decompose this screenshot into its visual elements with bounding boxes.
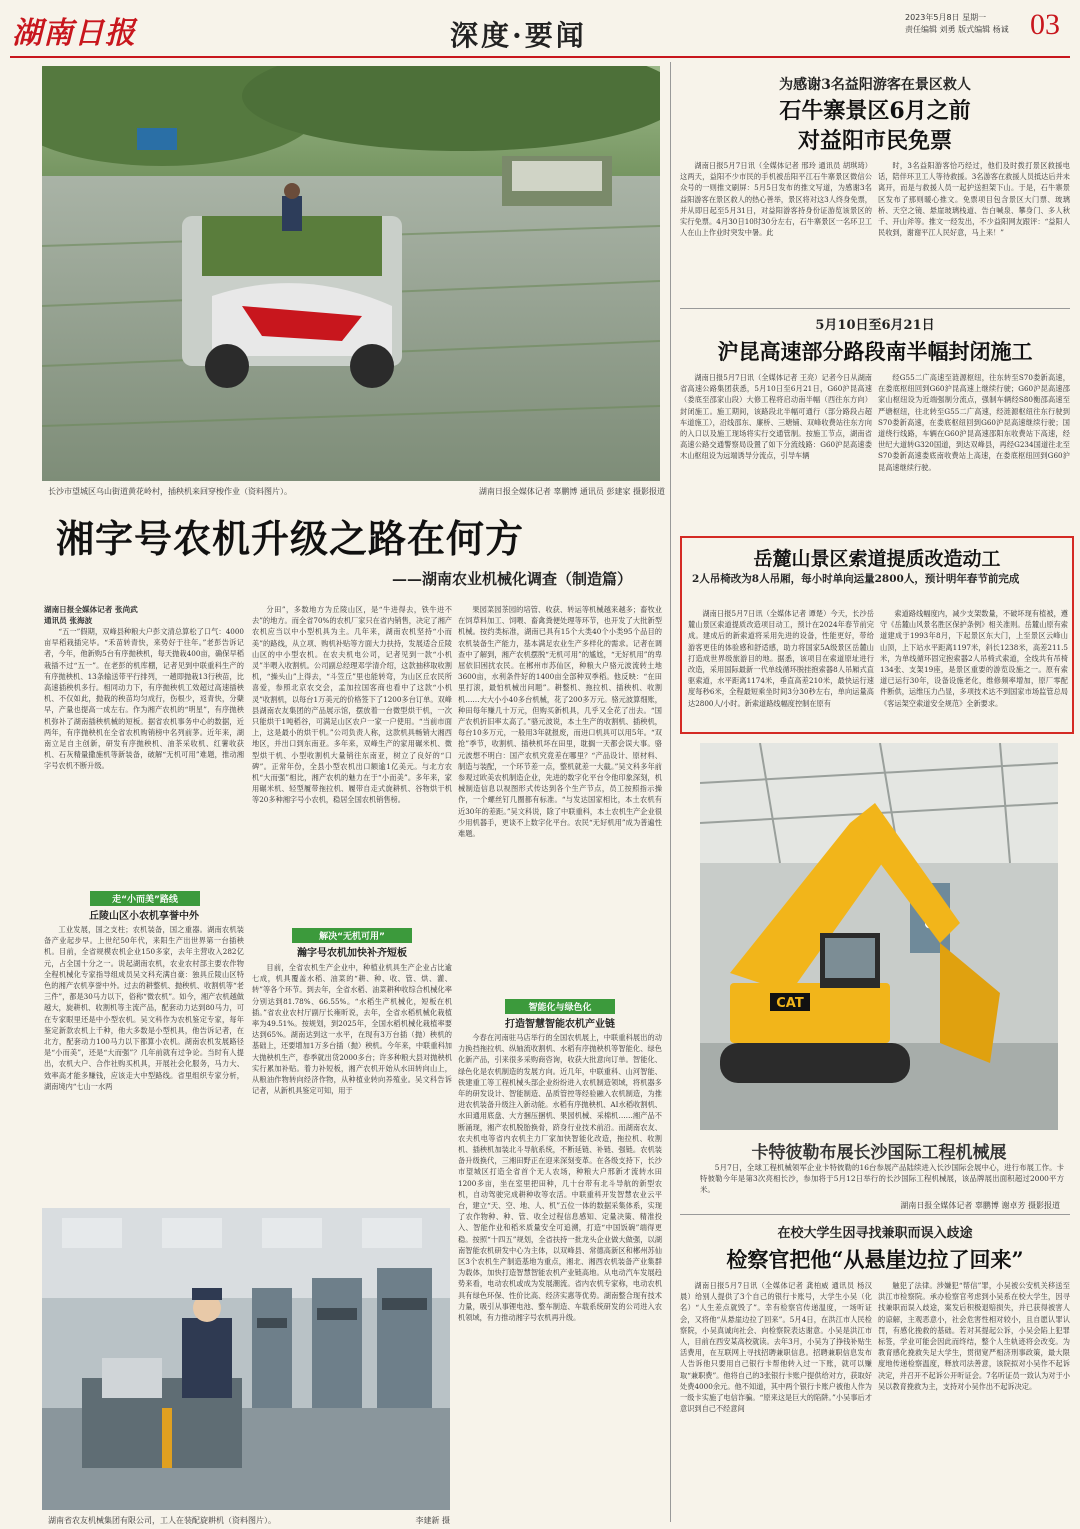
rice-transplanter-photo (42, 66, 660, 481)
story1-headline: 石牛寨景区6月之前 对益阳市民免票 (779, 98, 971, 154)
story1-column-2 (878, 160, 1070, 306)
cat-excavator-photo (700, 743, 1058, 1130)
story2-kicker: 5月10日至6月21日 (815, 318, 935, 333)
story4-caption-text: 5月7日，全球工程机械领军企业卡特彼勒的16台参展产品陆续进入长沙国际会展中心，进行布展工作。卡特彼勒今年是第3次亮相长沙，参加将于5月12日举行的长沙国际工程机械展，该品牌展出面积超过2000平方米。 (700, 1163, 1064, 1195)
story3-col2-text: 索道路线幅度内，减少支架数量，不破坏现有植被，遵守《岳麓山风景名胜区保护条例》相关准则。岳麓山原有索道建成于1993年8月，下起景区东大门，上至景区云峰山山顶，上下站水平距离1197米，斜长1238米，高差211.5米，为单线循环固定抱索器2人吊椅式索道，全线共有吊椅134张、支架19座，是景区重要的游览设施之一。原有索道已运行30年，设备设施老化，维修频率增加，原厂零配件断供，运维压力凸显，多项技术达不到国家市场监管总局《客运架空索道安全规范》全新要求。 (880, 609, 1068, 708)
story4-credit: 湖南日报全媒体记者 辜鹏博 谢卓芳 摄影报道 (900, 1201, 1060, 1210)
story2-col2-text: 经G55二广高速至涟源枢纽，往东转至S70娄新高速，在娄底枢纽回到G60沪昆高速上继续行驶；G60沪昆高速邵家山枢纽设为近端强制分流点，强制车辆经S80衡邵高速至严塘枢纽，往北转至G55二广高速，经涟源枢纽往东行驶到S70娄新高速，在娄底枢纽回到G60沪昆高速继续行驶；国道绕行线路，车辆在G60沪昆高速邵阳东收费站下高速，经世纪大道转G320国道，到达双峰县，再经G234国道往北至S70娄新高速娄底南收费站上高速，在娄底枢纽回到G60沪昆高速继续行驶。 (878, 373, 1070, 472)
story5-column-2 (878, 1280, 1070, 1520)
lead-col3-banner: 智能化与绿色化 (505, 999, 615, 1014)
story4-caption (700, 1162, 1064, 1198)
page-number: 03 (1030, 8, 1060, 41)
story3-subtitle: 2人吊椅改为8人吊厢，每小时单向运量2800人，预计明年春节前完成 (692, 573, 1020, 585)
story1-col2-text: 时，3名益阳游客恰巧经过，他们及时拨打景区救援电话，陪伴环卫工人等待救援。3名游客在救援人员抵达后并未离开，而是与救援人员一起护送担架下山。于是，石牛寨景区发布了那则暖心推文。免票项目包含景区大门票、玻璃桥、天空之镜、悬崖玻璃栈道、告白喊泉、攀身门、多人秋千、开山斧等。推文一经发出，不少益阳网友跟评：“益阳人民收到，谢谢平江人民好意，马上来！” (878, 161, 1070, 238)
lead-column-2b (252, 962, 452, 1202)
story2-column-2 (878, 372, 1070, 520)
lead-column-1b (44, 924, 244, 1201)
excavator-photo (700, 743, 1058, 1130)
lead-byline: 湖南日报全媒体记者 张尚武 通讯员 张海波 (44, 605, 138, 626)
story4-headline: 卡特彼勒布展长沙国际工程机械展 (751, 1143, 1007, 1163)
story5-col1-text: 湖南日报5月7日讯（全媒体记者 龚柏威 通讯员 杨汉晨）给别人提供了3个自己的银行卡账号，大学生小吴（化名）“人生差点就毁了”。幸有检察官传递温度，一场听证会，又将他“从悬崖边拉了回来”。5月4日，在洪江市人民检察院，小吴真诚向社会、向检察院表达谢意。小吴是洪江市人，目前在西安某高校就读。去年3月，小吴为了挣钱补贴生活费用，在互联网上寻找招聘兼职信息。招聘兼职信息发布人告诉他只要用自己银行卡帮他转入过一下账，就可以赚取“兼职费”。他将自己的3张银行卡账户提供给对方，获取好处费4000余元。他不知道，其中两个银行卡账户被他人作为一级卡实施了电信诈骗。“原来这是巨大的陷阱。”小吴事后才意识到自己不经意间 (680, 1281, 872, 1414)
lead-photo (42, 66, 660, 481)
section-title: 深度·要闻 (450, 19, 587, 52)
lead-column-2 (252, 604, 452, 926)
masthead-rule (10, 56, 1070, 58)
factory-photo-credit: 李建新 摄 (415, 1516, 450, 1525)
story3-column-2 (880, 608, 1068, 728)
lead-col2-banner: 解决“无机可用” (292, 928, 412, 943)
lead-photo-caption: 长沙市望城区乌山街道黄花岭村，插秧机来回穿梭作业（资料图片）。 (48, 487, 292, 496)
lead-headline: 湘字号农机升级之路在何方 (56, 516, 525, 561)
story2-col1-text: 湖南日报5月7日讯（全媒体记者 王亮）记者今日从湖南省高速公路集团获悉，5月10日至6月21日，G60沪昆高速（娄底至邵家山段）大修工程将启动南半幅（西往东方向）封闭施工。施工期间，该路段北半幅可通行（部分路段占超车道施工），沿线邵东、廉桥、三塘铺、双峰收费站往东方向的入口以及施工现场将实行交通管制。按施工节点，湖南省高速公路交通警察局设置了如下分流线路：G60沪昆高速娄木山枢纽设为远端诱导分流点，引导车辆 (680, 373, 872, 461)
story5-headline: 检察官把他“从悬崖边拉了回来” (726, 1247, 1024, 1272)
story3-headline: 岳麓山景区索道提质改造动工 (753, 548, 1001, 570)
lead-col3b-text: 今春在河南驻马店举行的全国农机展上，中联重科展出的动力换挡拖拉机、纵轴流收割机、水稻有序抛秧机等智能化、绿色化新产品，引来很多采购商咨询，收获大批意向订单。智能化、绿色化是农机制造的发展方向。近几年，中联重科、山河智能、铁建重工等工程机械头部企业纷纷进入农机制造领域，将机器多年的研发设计、智能制造、品质管控等经验融入农机制造，为推进农机装备升级注入新动能。水稻有序抛秧机、AI水稻收割机、水田通用底盘、大方捆压捆机、果园机械、采棉机……湘产品不断涌现，湘产农机脱胎换骨，跻身行业技术前沿。而湖南农友、农夫机电等省内农机主力厂家加快智能化改造，拖拉机、收割机、插秧机加装北斗导航系统，不断延链、补链、强链。农机装备升级换代，三湘田野正在迎来深刻变革。在各级支持下，长沙市望城区打造全省首个无人农场，种粮大户邢新才流转水田1200多亩，坐在室里把田种，几十台带有北斗导航的新型农机，自动驾驶完成耕种收等农活。中联重科开发智慧农业云平台，建立“天、空、地、人、机”五位一体的数据采集体系，实现了农作物种、种、管、收全过程信息感知、定量决策、精准投入、智能作业和稻米质量安全可追溯，打造“中国饭碗”端得更稳。按照“十四五”规划，全省扶持一批龙头企业做大做强，以湖南智能农机研发中心为主体，以双峰县、常德高新区和郴州苏仙区3个农机生产制造基地为重点，湘北、湘西农机装备产业集群为载体，加快打造智慧智能农机产业链高地。从电动汽车发展趋势来看，电动农机或成为发展潮流。省内农机专家称，电动农机具有绿色环保、性价比高、经济实惠等优势。湖南整合现有技术力量，吸引从事锂电池、整车制造、车载系统研发的公司进入农机领域，有力推动湘字号农机再升级。 (458, 1033, 662, 1323)
newspaper-logo: 湖南日报 (12, 16, 136, 51)
lead-col2-text: 分田”，多数地方为丘陵山区，是“牛进得去，铁牛进不去”的地方。而全省70%的农机厂家只在省内销售，决定了湘产农机应当以中小型机具为主。几年来，湖南农机坚持“小而美”的路线，从立项、购机补贴等方面大力扶持，发展适合丘陵山区的中小型农机。在农夫机电公司，记者见到一款“小机灵”半喂入收割机。公司副总经理邓学清介绍，这款抽移取收割机，“操头山”上得去，“斗笠丘”里也能转弯，为山区丘农民所喜爱，参照北京农交会，孟加拉国客商也看中了这款“小机灵”收割机，以每台1万美元的价格签下了1200多台订单。双峰县湖南农友集团的产品展示馆，摆放着一台微型烘干机，一次只能烘干1吨稻谷，可满足山区农户一家一户使用。“当前市面上，这是最小的烘干机。”公司负责人称，这款机具畅销大湘西地区，并出口到东南亚。多年来，双峰生产的家用碾米机、微型烘干机、小型收割机大量销往东南亚，树立了良好的“口碑”。正常年份，全县小型农机出口额逾1亿美元。与北方农机“大而强”相比，湘产农机的魅力在于“小而美”。多年来，家用碾米机、轻型履带拖拉机、履带自走式旋耕机、谷物烘干机等20多种湘字号小农机，稳居全国农机销售榜。 (252, 605, 452, 805)
story3-column-1 (688, 608, 874, 728)
lead-col2b-text: 目前，全省农机生产企业中，种植业机具生产企业占比逾七成，机具覆盖水稻、油菜的“耕、种、收、管、烘、灌、转”等各个环节。到去年，全省水稻、油菜耕种收综合机械化率分别达到81.78%、66.55%。“水稻生产机械化，短板在机插。”省农业农村厅副厅长雍昕说，去年，全省水稻机械化栽植率为49.51%。按规划，到2025年，全国水稻机械化栽植率要达到65%。湖南达到这一水平，在现有3万台插（抛）秧机的基础上，还要增加1万多台插（抛）秧机。今年来，中联重科加大抛秧机生产，春季就出货2000多台；许多种粮大县对抛秧机实行累加补贴。着力补短板，湘产农机开始从水田转向山上，从粮油作物转向经济作物，从种植业转向养殖业。吴文科告诉记者，从新机具鉴定可知，用于 (252, 963, 452, 1096)
lead-photo-credit: 湖南日报全媒体记者 辜鹏博 通讯员 彭建家 摄影报道 (478, 487, 665, 496)
lead-col1-subhead: 丘陵山区小农机享誉中外 (89, 911, 199, 922)
issue-date: 2023年5月8日 星期一 (905, 13, 987, 22)
story1-kicker: 为感谢3名益阳游客在景区救人 (779, 77, 971, 93)
story3-col1-text: 湖南日报5月7日讯（全媒体记者 谭楚）今天，长沙岳麓山景区索道提质改造项目动工，预计在2024年春节前完成。建成后的新索道将采用先进的设备，性能更好，带给游客更佳的体验感和舒适感，助力将国家5A级景区岳麓山打造成世界级旅游目的地。据悉，该项目在索道原址进行改造，采用国际最新一代单线循环脱挂抱索器8人吊厢式直驱索道，水平距离1174米，垂直高差210米，最快运行速度每秒6米，全程最短乘坐时间3分30秒左右，单向运量高达2800人/小时。新索道路线幅度控制在原有 (688, 609, 874, 708)
story5-column-1 (680, 1280, 872, 1520)
lead-subtitle: ——湖南农业机械化调查（制造篇） (392, 570, 633, 588)
story1-column-1 (680, 160, 872, 306)
lead-column-3b (458, 1032, 662, 1520)
lead-col1-banner: 走“小而美”路线 (90, 891, 200, 906)
story1-col1-text: 湖南日报5月7日讯（全媒体记者 邢玲 通讯员 胡琪琦）这两天，益阳不少市民的手机被岳阳平江石牛寨景区微信公众号的一则推文刷屏：5月5日发布的推文写道，为感谢3名益阳游客在景区救人的热心善举，景区将对这3人终身免票，并从即日起至5月31日，对益阳游客持身份证游览该景区的实行免票。4月30日10时30分左右，石牛寨景区一名环卫工人在山上作业时突发中暑。此 (680, 161, 872, 238)
story5-kicker: 在校大学生因寻找兼职而误入歧途 (777, 1226, 973, 1241)
lead-column-1 (44, 626, 244, 890)
lead-col2-subhead: 瀚字号农机加快补齐短板 (297, 948, 407, 959)
cat-logo-text: CAT (776, 996, 804, 1011)
story5-col2-text: 触犯了法律。涉嫌犯“帮信”罪，小吴被公安机关移送至洪江市检察院。承办检察官考虑到小吴系在校大学生，因寻找兼职而误入歧途，案发后积极退赔损失，并已获得被害人的谅解，主观恶意小，社会危害性相对较小，且自愿认罪认罚，有感化挽救的基础。若对其提起公诉，小吴会陷上犯罪标签，学业可能会因此而终结，整个人生轨迹将会改变。为教育感化挽救失足大学生，贯彻宽严相济刑事政策，最大限度地传递检察温度，释放司法善意，该院拟对小吴作不起诉决定，并召开不起诉公开听证会。7名听证员一致认为对于小吴以教育挽救为主，支持对小吴作出不起诉决定。 (878, 1281, 1070, 1391)
factory-photo (42, 1208, 450, 1510)
column-divider (670, 62, 671, 1522)
lead-col1-text: “五一”假期，双峰县种粮大户彭文清总算松了口气：4000亩早稻栽插完毕。“禾苗转青快，来势好于往年。”老彭告诉记者，今年，他新购5台有序抛秧机，每天抛栽400亩，确保早稻栽插不过“五一”。在老彭的机库棚，记者见到中联重科生产的有序抛秧机、13条输送带平行排列，一趟即抛栽13行秧苗，比高速插秧机多行。相同动力下，有序抛秧机工效超过高速插秧机、不仅如此，抛栽的秧苗均匀成行，伤根少，返青快，分蘖早，产量也提高一成左右。作为湘产农机的“明星”，有序抛秧机弥补了湖南插秧机械的短板。据省农机事务中心的数据，近两年，有序抛秧机在全省农机购销榜中名列前茅。近年来，湖南立足自主创新，研发有序抛秧机、油茶采收机、红薯收获机、石灰精量撒施机等新装备，破解“无机可用”难题，推动湘字号农机不断升级。 (44, 627, 244, 771)
editors-credit: 责任编辑 刘勇 版式编辑 杨诚 (905, 25, 1009, 34)
story4-divider (680, 1214, 1070, 1215)
date-info (905, 12, 1009, 36)
lead-col3-subhead: 打造智慧智能农机产业链 (505, 1019, 615, 1030)
factory-photo-caption: 湖南省农友机械集团有限公司，工人在装配旋耕机（资料图片）。 (48, 1516, 276, 1525)
tiller-assembly-photo (42, 1208, 450, 1510)
lead-column-3 (458, 604, 662, 999)
story2-headline: 沪昆高速部分路段南半幅封闭施工 (717, 339, 1033, 364)
story1-divider (680, 308, 1070, 309)
lead-col1b-text: 工业发展，国之支柱；农机装备，国之重器。湖南农机装备产业起步早。上世纪50年代，来阳生产出世界第一台插秧机。目前，全省规模农机企业150多家，去年主营收入282亿元，占全国十分之一。说起湖南农机，农业农村部主要农作物全程机械化专家指导组成员吴文科充满自豪：独具丘陵山区特色的湘产农机享誉中外。过去的耕整机、抛秧机、收割机等“老三件”，都是30马力以下，俗称“微农机”。如今，湘产农机越做越大，旋耕机、收割机等主流产品，配套动力达到80马力，可在专家眼里还是中小型农机。吴文科作为农机鉴定专家，每年鉴定新款农机上千种，他大多数是小型机具，他告诉记者，在北方，配套动力100马力以下都算小农机。湖南农机发展路径是“小而美”，还是“大而强”？几年前就有过争论。当时有人提出，农机大户、合作社购买机具，开展社会化服务，马力大、效率高才能多赚钱，应该走大中型路线。省里组织专家分析，湖南境内“七山一水两 (44, 925, 244, 1091)
lead-col3-text: 果园菜园茶园的培管、收获、转运等机械越来越多；畜牧业在饲草料加工、饲喂、畜禽粪便处理等环节，也开发了大批新型机械。按约类标准，湖南已具有15个大类40个小类95个品目的农机装备生产能力，基本满足农业生产多样化的需求。记者在调查中了解到，湘产农机摆脱“无机可用”的尴尬，“无好机用”的卑屈依旧困扰农民。在郴州市苏仙区，种粮大户骆元波流转土地3600亩，水利条件好的1400亩全部种双季稻。他反映：“在田里打滚，最怕机械出问题”。耕整机、拖拉机、插秧机、收割机……大大小小40多台机械，花了200多万元。骆元波算细账，种田每年赚几十万元，但购买新机具，几乎又全花了出去。“国产农机折旧率太高了。”骆元波说，本土生产的收割机、插秧机，每台10多万元，一般用3年就报废，而进口机具可以用5年。“双抢”季节，收割机、插秧机坏在田里，耽搁一天都会误大事。骆元波想不明白：国产农机究竟差在哪里？“产品设计、原材料、制造与装配，一个环节差一点，整机就差一大截。”吴文科多年前参观过欧美农机制造企业，先进的数字化平台令他印象深刻，机械制造信息以视图形式传达到各个生产节点，员工按照指示操作，一个螺丝钉几圈都有标准。“与发达国家相比，本土农机有近30年的差距。”吴文科说，除了中联重科，本土农机生产企业很少用机器手，更谈不上数字化平台。农民“无好机用”成为普遍性难题。 (458, 605, 662, 839)
story2-column-1 (680, 372, 872, 520)
